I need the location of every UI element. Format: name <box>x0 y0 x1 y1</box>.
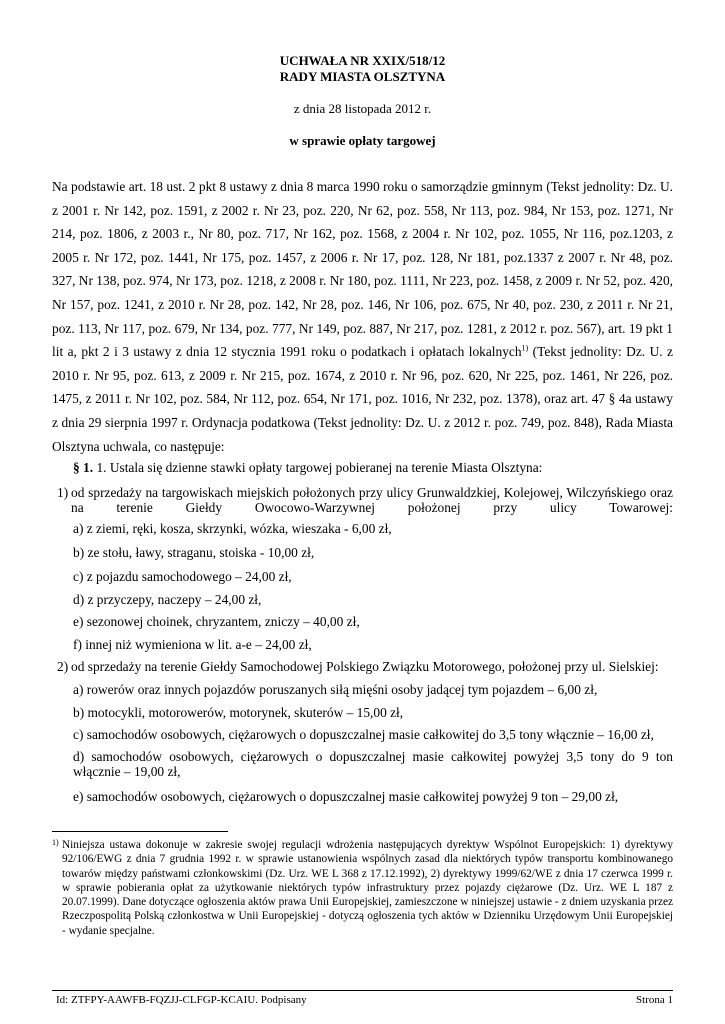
point-2-item-e: e) samochodów osobowych, ciężarowych o dopuszczalnej masie całkowitej powyżej 9 ton – 29,00 zł, <box>73 789 619 804</box>
footnote <box>52 838 673 938</box>
point-2-text: od sprzedaży na terenie Giełdy Samochodowej Polskiego Związku Motorowego, położonej przy ul. Sielskiej: <box>71 659 659 674</box>
preamble-text-continued: (Tekst jednolity: Dz. U. z 2010 r. Nr 95, poz. 613, z 2009 r. Nr 215, poz. 1674, z 2010 r. Nr 96, poz. 620, Nr 225, poz. 1461, Nr 226, poz. 1475, z 2011 r. Nr 102, poz. 584, Nr 112, poz. 654, Nr 171, poz. 1016, Nr 232, poz. 1378), oraz art. 47 § 4a ustawy z dnia 29 sierpnia 1997 r. Ordynacja podatkowa (Tekst jednolity: Dz. U. z 2012 r. poz. 749, poz. 848), Rada Miasta Olsztyna uchwala, co następuje: <box>52 344 673 454</box>
resolution-subject: w sprawie opłaty targowej <box>289 133 436 148</box>
point-1-item-f: f) innej niż wymieniona w lit. a-e – 24,00 zł, <box>73 637 312 652</box>
footnote-text: Niniejsza ustawa dokonuje w zakresie swojej regulacji wdrożenia następujących dyrektyw Wspólnot Europejskich: 1) dyrektywy 92/106/EWG z dnia 7 grudnia 1992 r. w sprawie ustanowienia wspólnych zasad dla niektórych typów transportu kombinowanego towarów między państwami członkowskimi (Dz. Urz. WE L 368 z 17.12.1992), 2) dyrektywy 1999/62/WE z dnia 17 czerwca 1999 r. w sprawie pobierania opłat za użytkowanie niektórych typów infrastruktury przez pojazdy ciężarowe (Dz. Urz. WE L 187 z 20.07.1999). Dane dotyczące ogłoszenia aktów prawa Unii Europejskiej, zamieszczone w niniejszej ustawie - z dniem uzyskania przez Rzeczpospolitą Polską członkostwa w Unii Europejskiej - dotyczą ogłoszenia tych aktów w Dzienniku Urzędowym Unii Europejskiej - wydanie specjalne. <box>62 839 673 937</box>
point-2-item-b: b) motocykli, motorowerów, motorynek, skuterów – 15,00 zł, <box>73 705 404 720</box>
point-1-item-c: c) z pojazdu samochodowego – 24,00 zł, <box>73 569 292 584</box>
footnote-mark: 1) <box>52 838 59 847</box>
point-1-text-body: od sprzedaży na targowiskach miejskich położonych przy ulicy Grunwaldzkiej, Kolejowej, Wilczyńskiego oraz na terenie Giełdy Owocowo-Warzywnej położonej przy ulicy Towarowej: <box>71 485 673 515</box>
point-2-item-a: a) rowerów oraz innych pojazdów poruszanych siłą mięśni osoby jadącej tym pojazdem – 6,00 zł, <box>73 682 598 697</box>
point-1-item-d: d) z przyczepy, naczepy – 24,00 zł, <box>73 592 262 607</box>
council-name: RADY MIASTA OLSZTYNA <box>279 69 446 84</box>
resolution-number: UCHWAŁA NR XXIX/518/12 <box>279 53 446 68</box>
section-1-intro-text: 1. Ustala się dzienne stawki opłaty targowej pobieranej na terenie Miasta Olsztyna: <box>93 460 543 475</box>
footnote-separator <box>52 831 228 832</box>
preamble-text: Na podstawie art. 18 ust. 2 pkt 8 ustawy z dnia 8 marca 1990 roku o samorządzie gminnym (Tekst jednolity: Dz. U. z 2001 r. Nr 142, poz. 1591, z 2002 r. Nr 23, poz. 220, Nr 62, poz. 558, Nr 113, poz. 984, Nr 153, poz. 1271, Nr 214, poz. 1806, z 2003 r., Nr 80, poz. 717, Nr 162, poz. 1568, z 2004 r. Nr 102, poz. 1055, Nr 116, poz.1203, z 2005 r. Nr 172, poz. 1441, Nr 175, poz. 1457, z 2006 r. Nr 17, poz. 128, Nr 181, poz.1337 z 2007 r. Nr 48, poz. 327, Nr 138, poz. 974, Nr 173, poz. 1218, z 2008 r. Nr 180, poz. 1111, Nr 223, poz. 1458, z 2009 r. Nr 52, poz. 420, Nr 157, poz. 1241, z 2010 r. Nr 28, poz. 142, Nr 28, poz. 146, Nr 106, poz. 675, Nr 40, poz. 230, z 2011 r. Nr 21, poz. 113, Nr 117, poz. 679, Nr 134, poz. 777, Nr 149, poz. 887, Nr 217, poz. 1281, z 2012 r. poz. 567), art. 19 pkt 1 lit a, pkt 2 i 3 ustawy z dnia 12 stycznia 1991 roku o podatkach i opłatach lokalnych <box>52 179 673 360</box>
section-marker: § 1. <box>73 460 94 475</box>
point-1-text <box>71 485 673 515</box>
footnote-reference: 1) <box>521 343 529 353</box>
footer-separator <box>52 990 673 991</box>
point-1-label: 1) <box>57 485 69 500</box>
preamble-paragraph <box>52 175 673 458</box>
page-number: Strona 1 <box>636 994 673 1006</box>
document-id: Id: ZTFPY-AAWFB-FQZJJ-CLFGP-KCAIU. Podpisany <box>56 994 307 1006</box>
point-2-item-d-text: d) samochodów osobowych, ciężarowych o dopuszczalnej masie całkowitej powyżej 3,5 tony do 9 ton włącznie – 19,00 zł, <box>73 749 673 779</box>
resolution-date: z dnia 28 listopada 2012 r. <box>293 101 432 116</box>
section-1-intro <box>73 460 542 476</box>
point-1-item-e: e) sezonowej choinek, chryzantem, zniczy – 40,00 zł, <box>73 614 360 629</box>
point-1-item-b: b) ze stołu, ławy, straganu, stoiska - 10,00 zł, <box>73 545 315 560</box>
point-2-item-c: c) samochodów osobowych, ciężarowych o dopuszczalnej masie całkowitej do 3,5 tony włącznie – 16,00 zł, <box>73 727 654 742</box>
point-1-item-a: a) z ziemi, ręki, kosza, skrzynki, wózka, wieszaka - 6,00 zł, <box>73 521 392 536</box>
point-2-label: 2) <box>57 659 69 674</box>
point-2-item-d <box>73 749 673 779</box>
